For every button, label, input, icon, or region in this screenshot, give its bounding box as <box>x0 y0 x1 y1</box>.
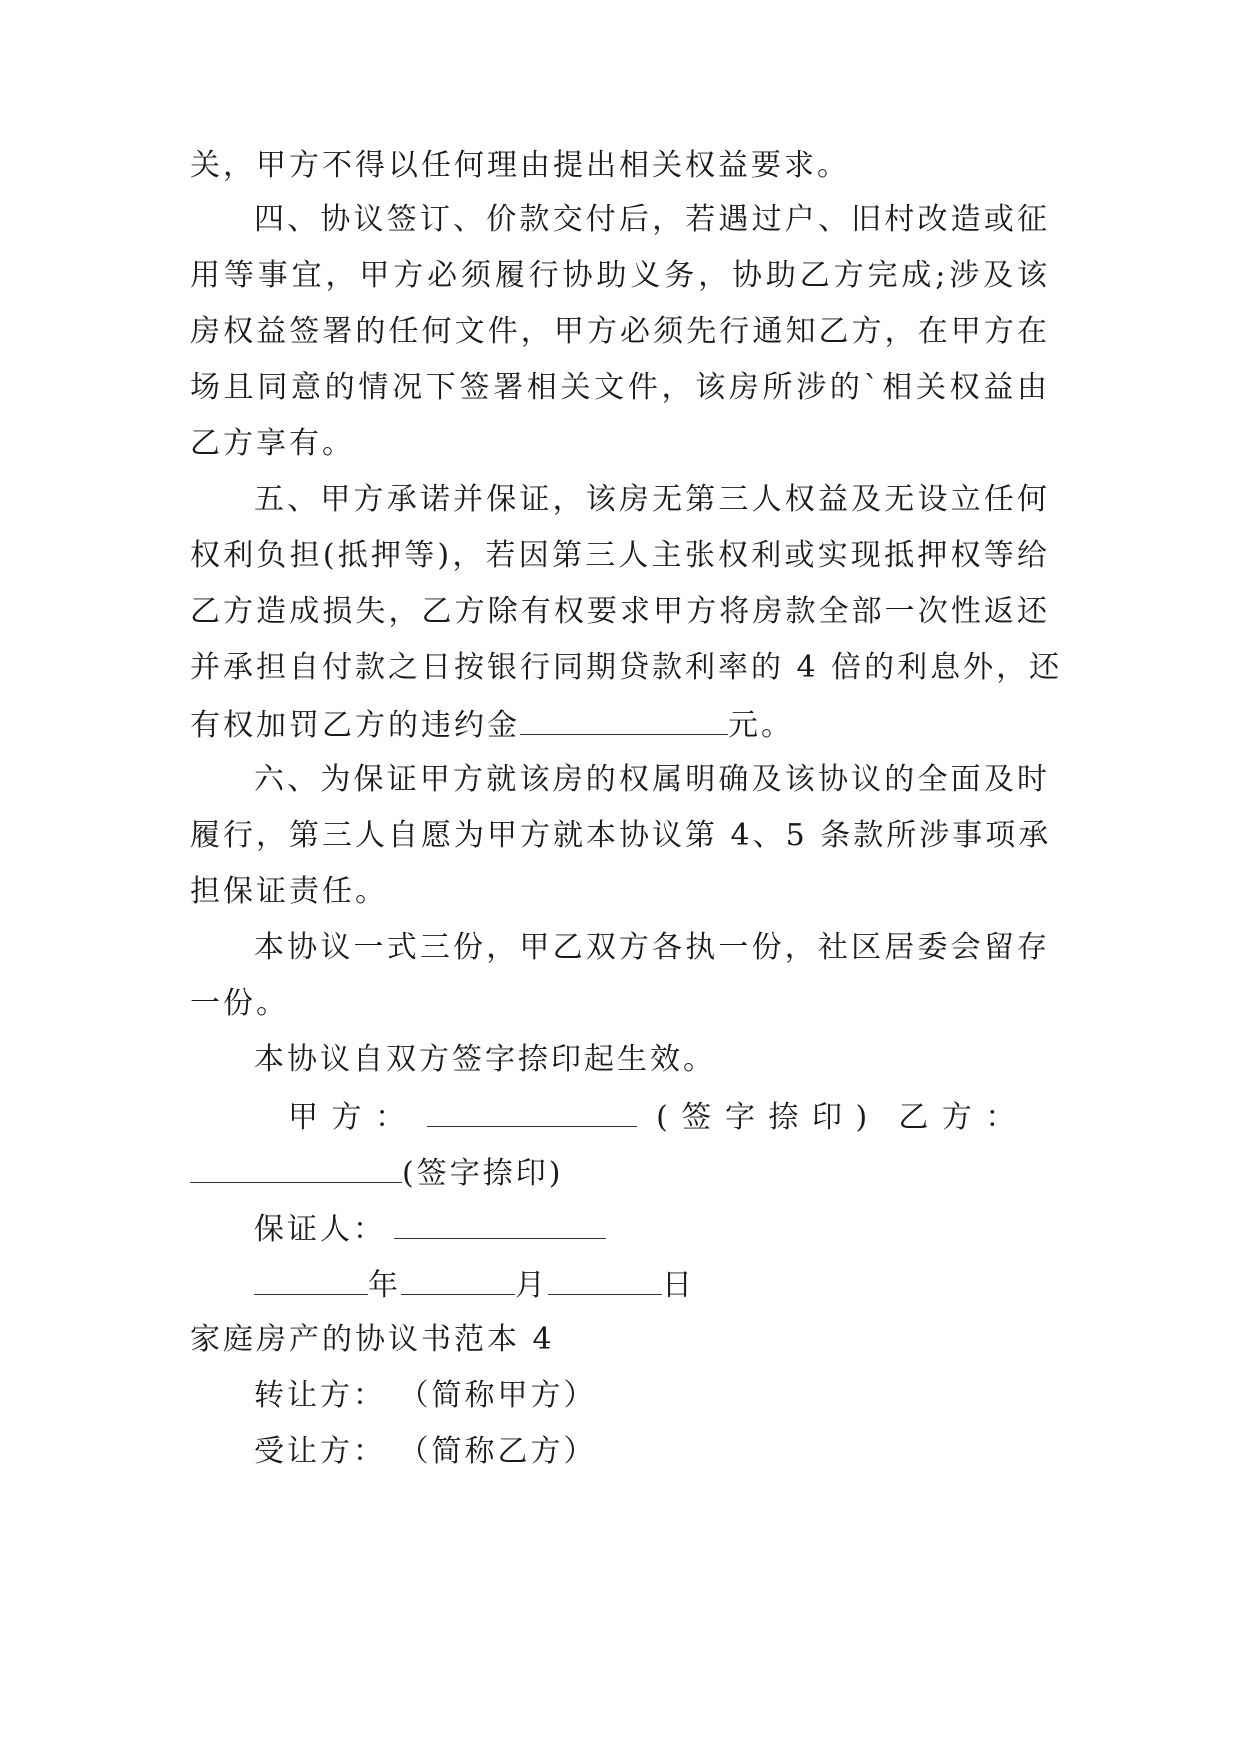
penalty-line <box>190 704 1050 744</box>
year-blank <box>254 1264 368 1295</box>
paragraph-line: 关，甲方不得以任何理由提出相关权益要求。 <box>190 148 850 183</box>
penalty-prefix: 有权加罚乙方的违约金 <box>190 708 520 743</box>
paragraph-line: 履行，第三人自愿为甲方就本协议第 4、5 条款所涉事项承 <box>190 818 1052 853</box>
signature-line-continued <box>190 1152 1050 1192</box>
month-label: 月 <box>515 1268 548 1303</box>
year-label: 年 <box>368 1268 401 1303</box>
paragraph-line: 权利负担(抵押等)，若因第三人主张权利或实现抵押权等给 <box>190 538 1050 573</box>
penalty-amount-blank <box>520 704 728 735</box>
transferor-line: 转让方： （简称甲方） <box>254 1378 597 1413</box>
section-title: 家庭房产的协议书范本 4 <box>190 1322 555 1357</box>
paragraph-line: 四、协议签订、价款交付后，若遇过户、旧村改造或征 <box>254 202 1050 237</box>
paragraph-line: 担保证责任。 <box>190 874 388 909</box>
paragraph-line: 场且同意的情况下签署相关文件，该房所涉的`相关权益由 <box>190 370 1050 405</box>
day-label: 日 <box>662 1268 695 1303</box>
paragraph-line: 五、甲方承诺并保证，该房无第三人权益及无设立任何 <box>254 482 1050 517</box>
paragraph-line: 房权益签署的任何文件，甲方必须先行通知乙方，在甲方在 <box>190 314 1050 349</box>
paragraph-line: 本协议一式三份，甲乙双方各执一份，社区居委会留存 <box>254 930 1050 965</box>
paragraph-line: 并承担自付款之日按银行同期贷款利率的 4 倍的利息外，还 <box>190 650 1063 685</box>
transferee-line: 受让方： （简称乙方） <box>254 1434 597 1469</box>
day-blank <box>548 1264 662 1295</box>
party-a-signature-note: ( 签 字 捺 印 ) <box>656 1100 870 1135</box>
paragraph-line: 乙方享有。 <box>190 426 355 461</box>
guarantor-label: 保证人： <box>254 1212 386 1247</box>
paragraph-line: 乙方造成损失，乙方除有权要求甲方将房款全部一次性返还 <box>190 594 1050 629</box>
party-b-label: 乙 方 ： <box>898 1100 1018 1135</box>
party-b-signature-blank <box>190 1152 402 1183</box>
party-a-label: 甲 方 ： <box>288 1100 408 1135</box>
month-blank <box>401 1264 515 1295</box>
party-b-signature-note: (签字捺印) <box>402 1156 564 1191</box>
paragraph-line: 一份。 <box>190 986 289 1021</box>
penalty-suffix: 元。 <box>728 708 794 743</box>
paragraph-line: 用等事宜，甲方必须履行协助义务，协助乙方完成;涉及该 <box>190 258 1050 293</box>
party-a-signature-blank <box>427 1096 637 1127</box>
date-line <box>254 1264 1050 1304</box>
paragraph-line: 本协议自双方签字捺印起生效。 <box>254 1042 716 1077</box>
paragraph-line: 六、为保证甲方就该房的权属明确及该协议的全面及时 <box>254 762 1050 797</box>
signature-line <box>288 1096 1050 1136</box>
guarantor-line <box>254 1208 1050 1248</box>
guarantor-signature-blank <box>394 1208 606 1239</box>
